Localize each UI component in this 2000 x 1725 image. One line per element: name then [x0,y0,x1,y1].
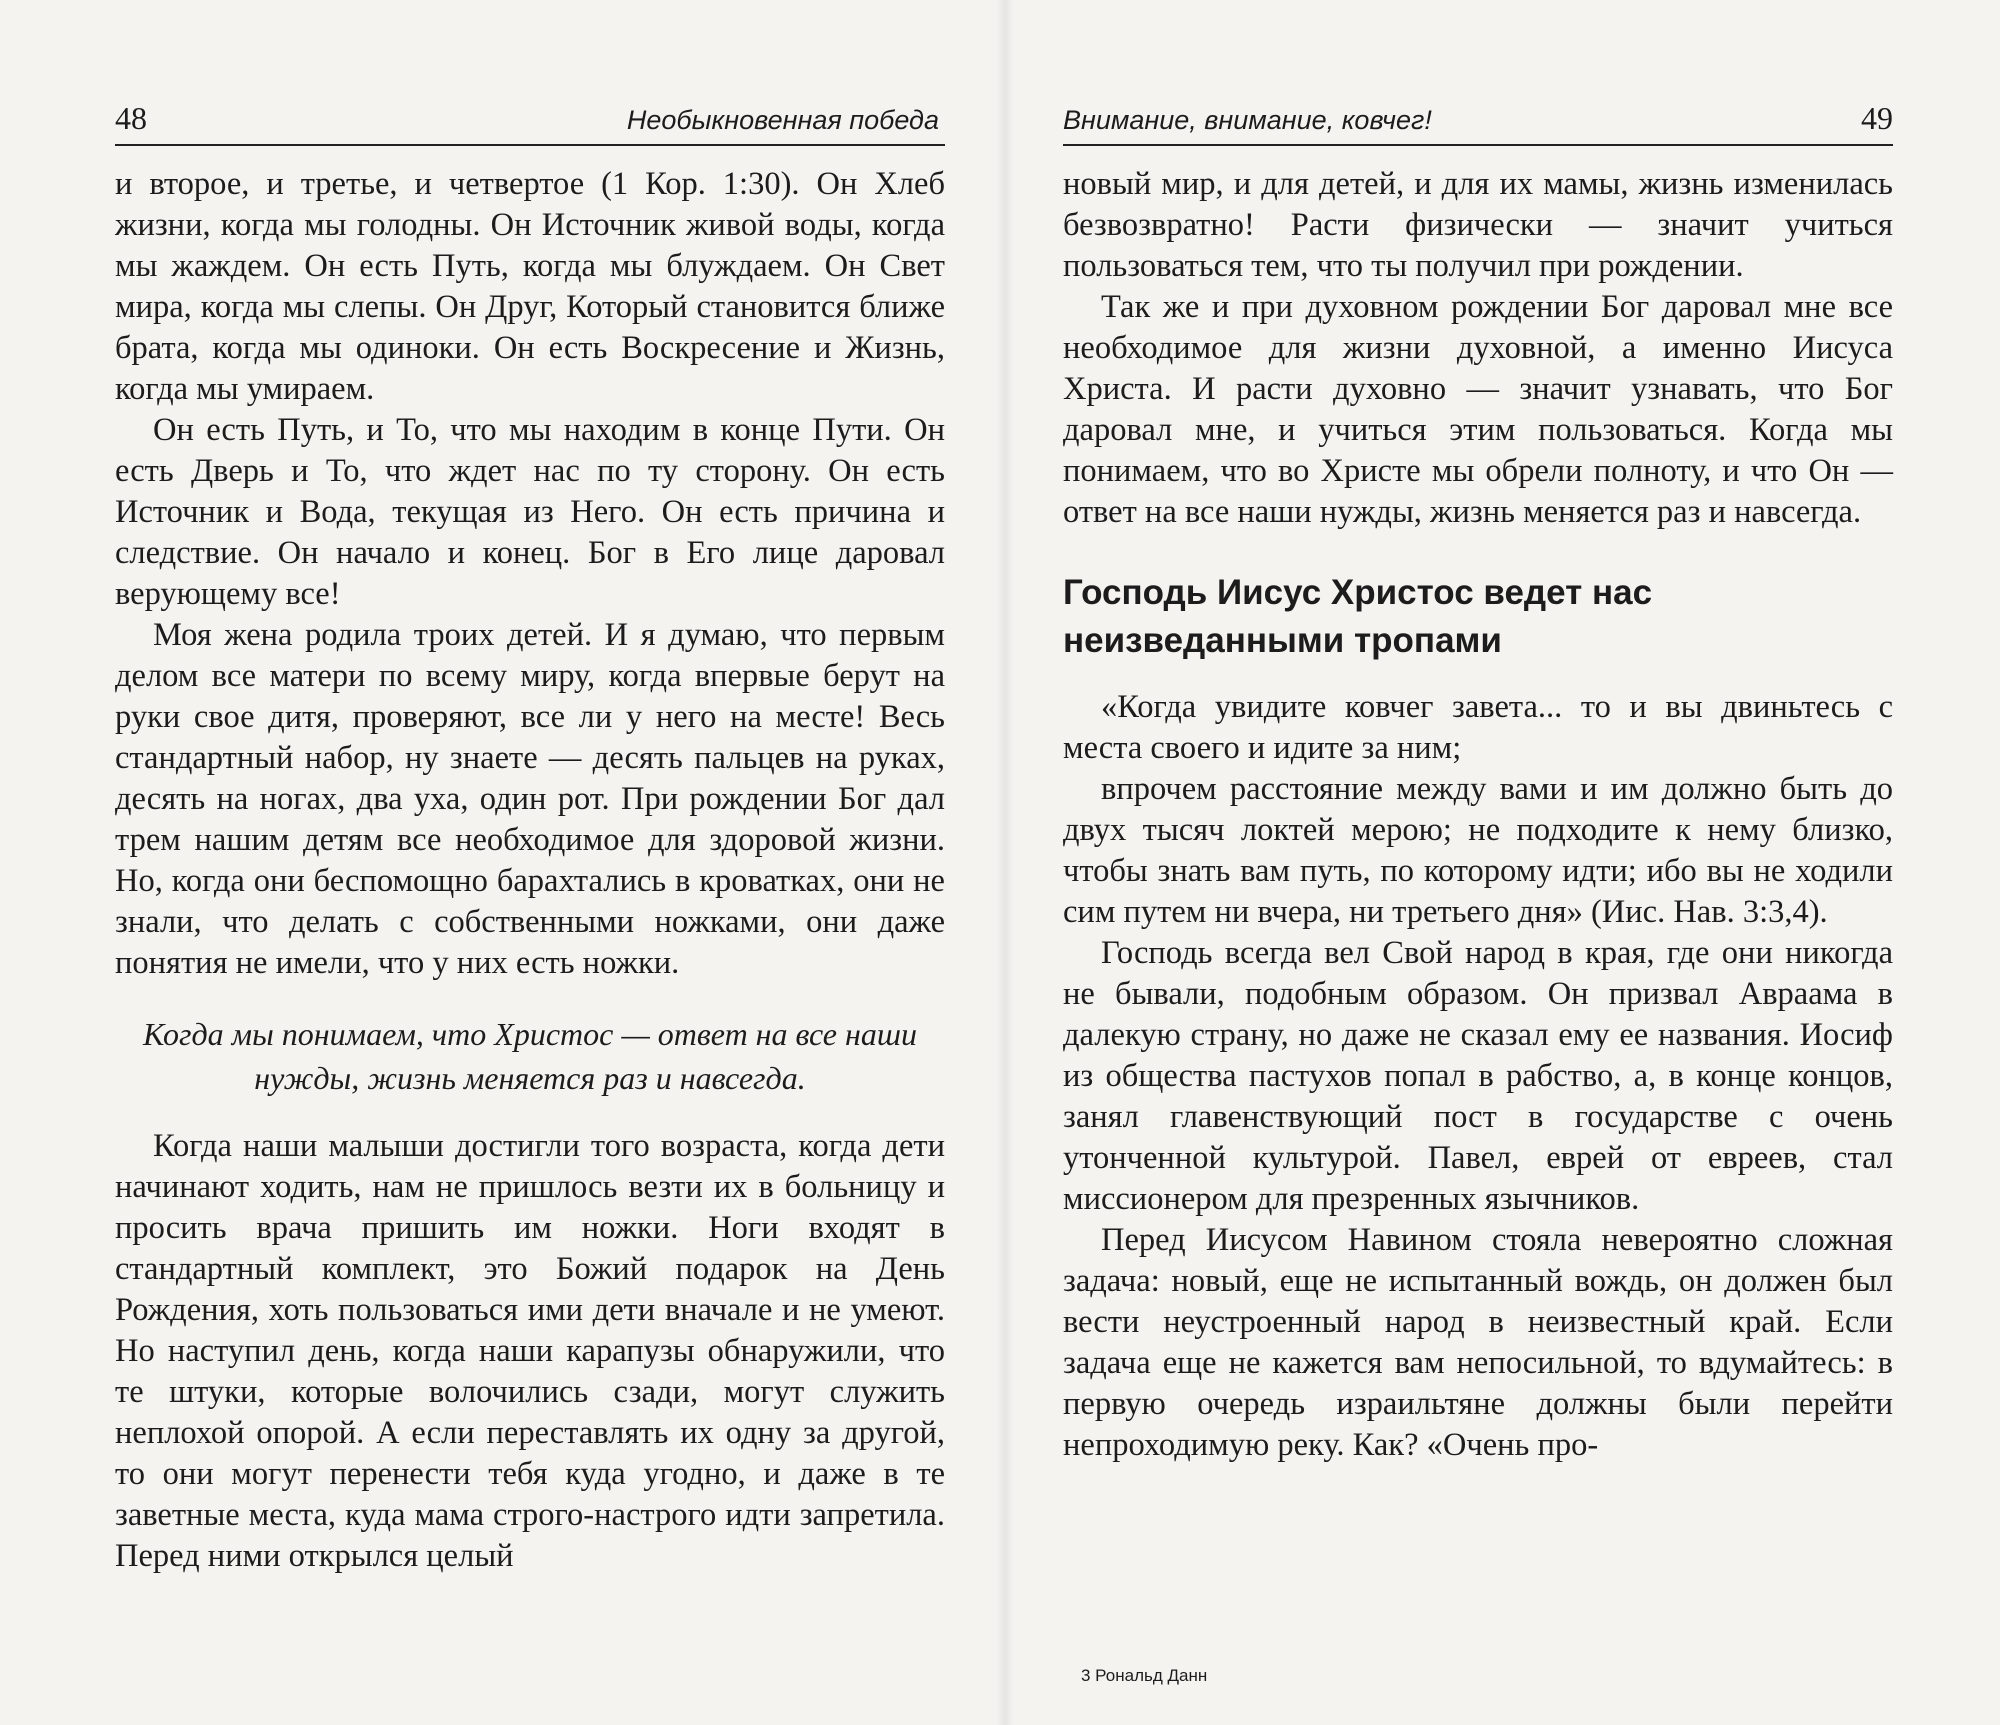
pull-quote-line: Когда мы понимаем, что Христос — ответ на все наши [142,1016,918,1052]
right-body-text [1063,164,1893,1466]
scripture-quote: впрочем расстояние между вами и им должно быть до двух тысяч локтей мерою; не подходите к нему близко, чтобы знать вам путь, по которому идти; ибо вы не ходили сим путем ни вчера, ни третьего дня» (Иис. Нав. 3:3,4). [1063,771,1893,930]
left-page-number: 48 [115,100,147,136]
paragraph: Перед Иисусом Навином стояла невероятно сложная задача: новый, еще не испытанный вождь, он должен был вести неустроенный народ в неизвестный край. Если задача еще не кажется вам непосильной, то вдумайтесь: в первую очередь израильтяне должны были перейти непроходимую реку. Как? «Очень про- [1063,1222,1893,1463]
pull-quote [115,1012,945,1100]
left-page [115,0,945,1725]
left-running-title: Необыкновенная победа [626,105,939,135]
paragraph: Когда наши малыши достигли того возраста, когда дети начинают ходить, нам не пришлось везти их в больницу и просить врача пришить им ножки. Ноги входят в стандартный комплект, это Божий подарок на День Рождения, хоть пользоваться ими дети вначале и не умеют. Но наступил день, когда наши карапузы обнаружили, что те штуки, которые волочились сзади, могут служить неплохой опорой. А если переставлять их одну за другой, то они могут перенести тебя куда угодно, и даже в те заветные места, куда мама строго-настрого идти запретила. Перед ними открылся целый [115,1128,945,1574]
signature-mark: 3 Рональд Данн [1081,1666,1208,1685]
right-running-head [1063,98,1893,146]
right-page [1063,0,1893,1725]
left-body-text [115,164,945,1577]
paragraph: Он есть Путь, и То, что мы находим в конце Пути. Он есть Дверь и То, что ждет нас по ту сторону. Он есть Источник и Вода, текущая из Него. Он есть причина и следствие. Он начало и конец. Бог в Его лице даровал верующему все! [115,412,945,612]
paragraph: новый мир, и для детей, и для их мамы, жизнь изменилась безвозвратно! Расти физически — значит учиться пользоваться тем, что ты получил при рождении. [1063,166,1893,284]
right-page-number: 49 [1861,100,1893,136]
left-running-head [115,98,945,146]
paragraph: Господь всегда вел Свой народ в края, где они никогда не бывали, подобным образом. Он призвал Авраама в далекую страну, но даже не сказал ему ее названия. Иосиф из общества пастухов попал в рабство, а, в конце концов, занял главенствующий пост в государстве с очень утонченной культурой. Павел, еврей от евреев, стал миссионером для презренных язычников. [1063,935,1893,1217]
book-gutter [996,0,1014,1725]
paragraph: Так же и при духовном рождении Бог даровал мне все необходимое для жизни духовной, а именно Иисуса Христа. И расти духовно — значит узнавать, что Бог даровал мне, и учиться этим пользоваться. Когда мы понимаем, что во Христе мы обрели полноту, и что Он — ответ на все наши нужды, жизнь меняется раз и навсегда. [1063,289,1893,530]
section-heading: Господь Иисус Христос ведет нас неизведанными тропами [1063,573,1653,660]
paragraph: Моя жена родила троих детей. И я думаю, что первым делом все матери по всему миру, когда впервые берут на руки свое дитя, проверяют, все ли у него на месте! Весь стандартный набор, ну знаете — десять пальцев на руках, десять на ногах, два уха, один рот. При рождении Бог дал трем нашим детям все необходимое для здоровой жизни. Но, когда они беспомощно барахтались в кроватках, они не знали, что делать с собственными ножками, они даже понятия не имели, что у них есть ножки. [115,617,945,981]
right-running-title: Внимание, внимание, ковчег! [1063,105,1432,135]
pull-quote-line: нужды, жизнь меняется раз и навсегда. [254,1060,806,1096]
scripture-quote: «Когда увидите ковчег завета... то и вы двиньтесь с места своего и идите за ним; [1063,689,1893,766]
paragraph: и второе, и третье, и четвертое (1 Кор. 1:30). Он Хлеб жизни, когда мы голодны. Он Источник живой воды, когда мы жаждем. Он есть Путь, когда мы блуждаем. Он Свет мира, когда мы слепы. Он Друг, Который становится ближе брата, когда мы одиноки. Он есть Воскресение и Жизнь, когда мы умираем. [115,166,945,407]
